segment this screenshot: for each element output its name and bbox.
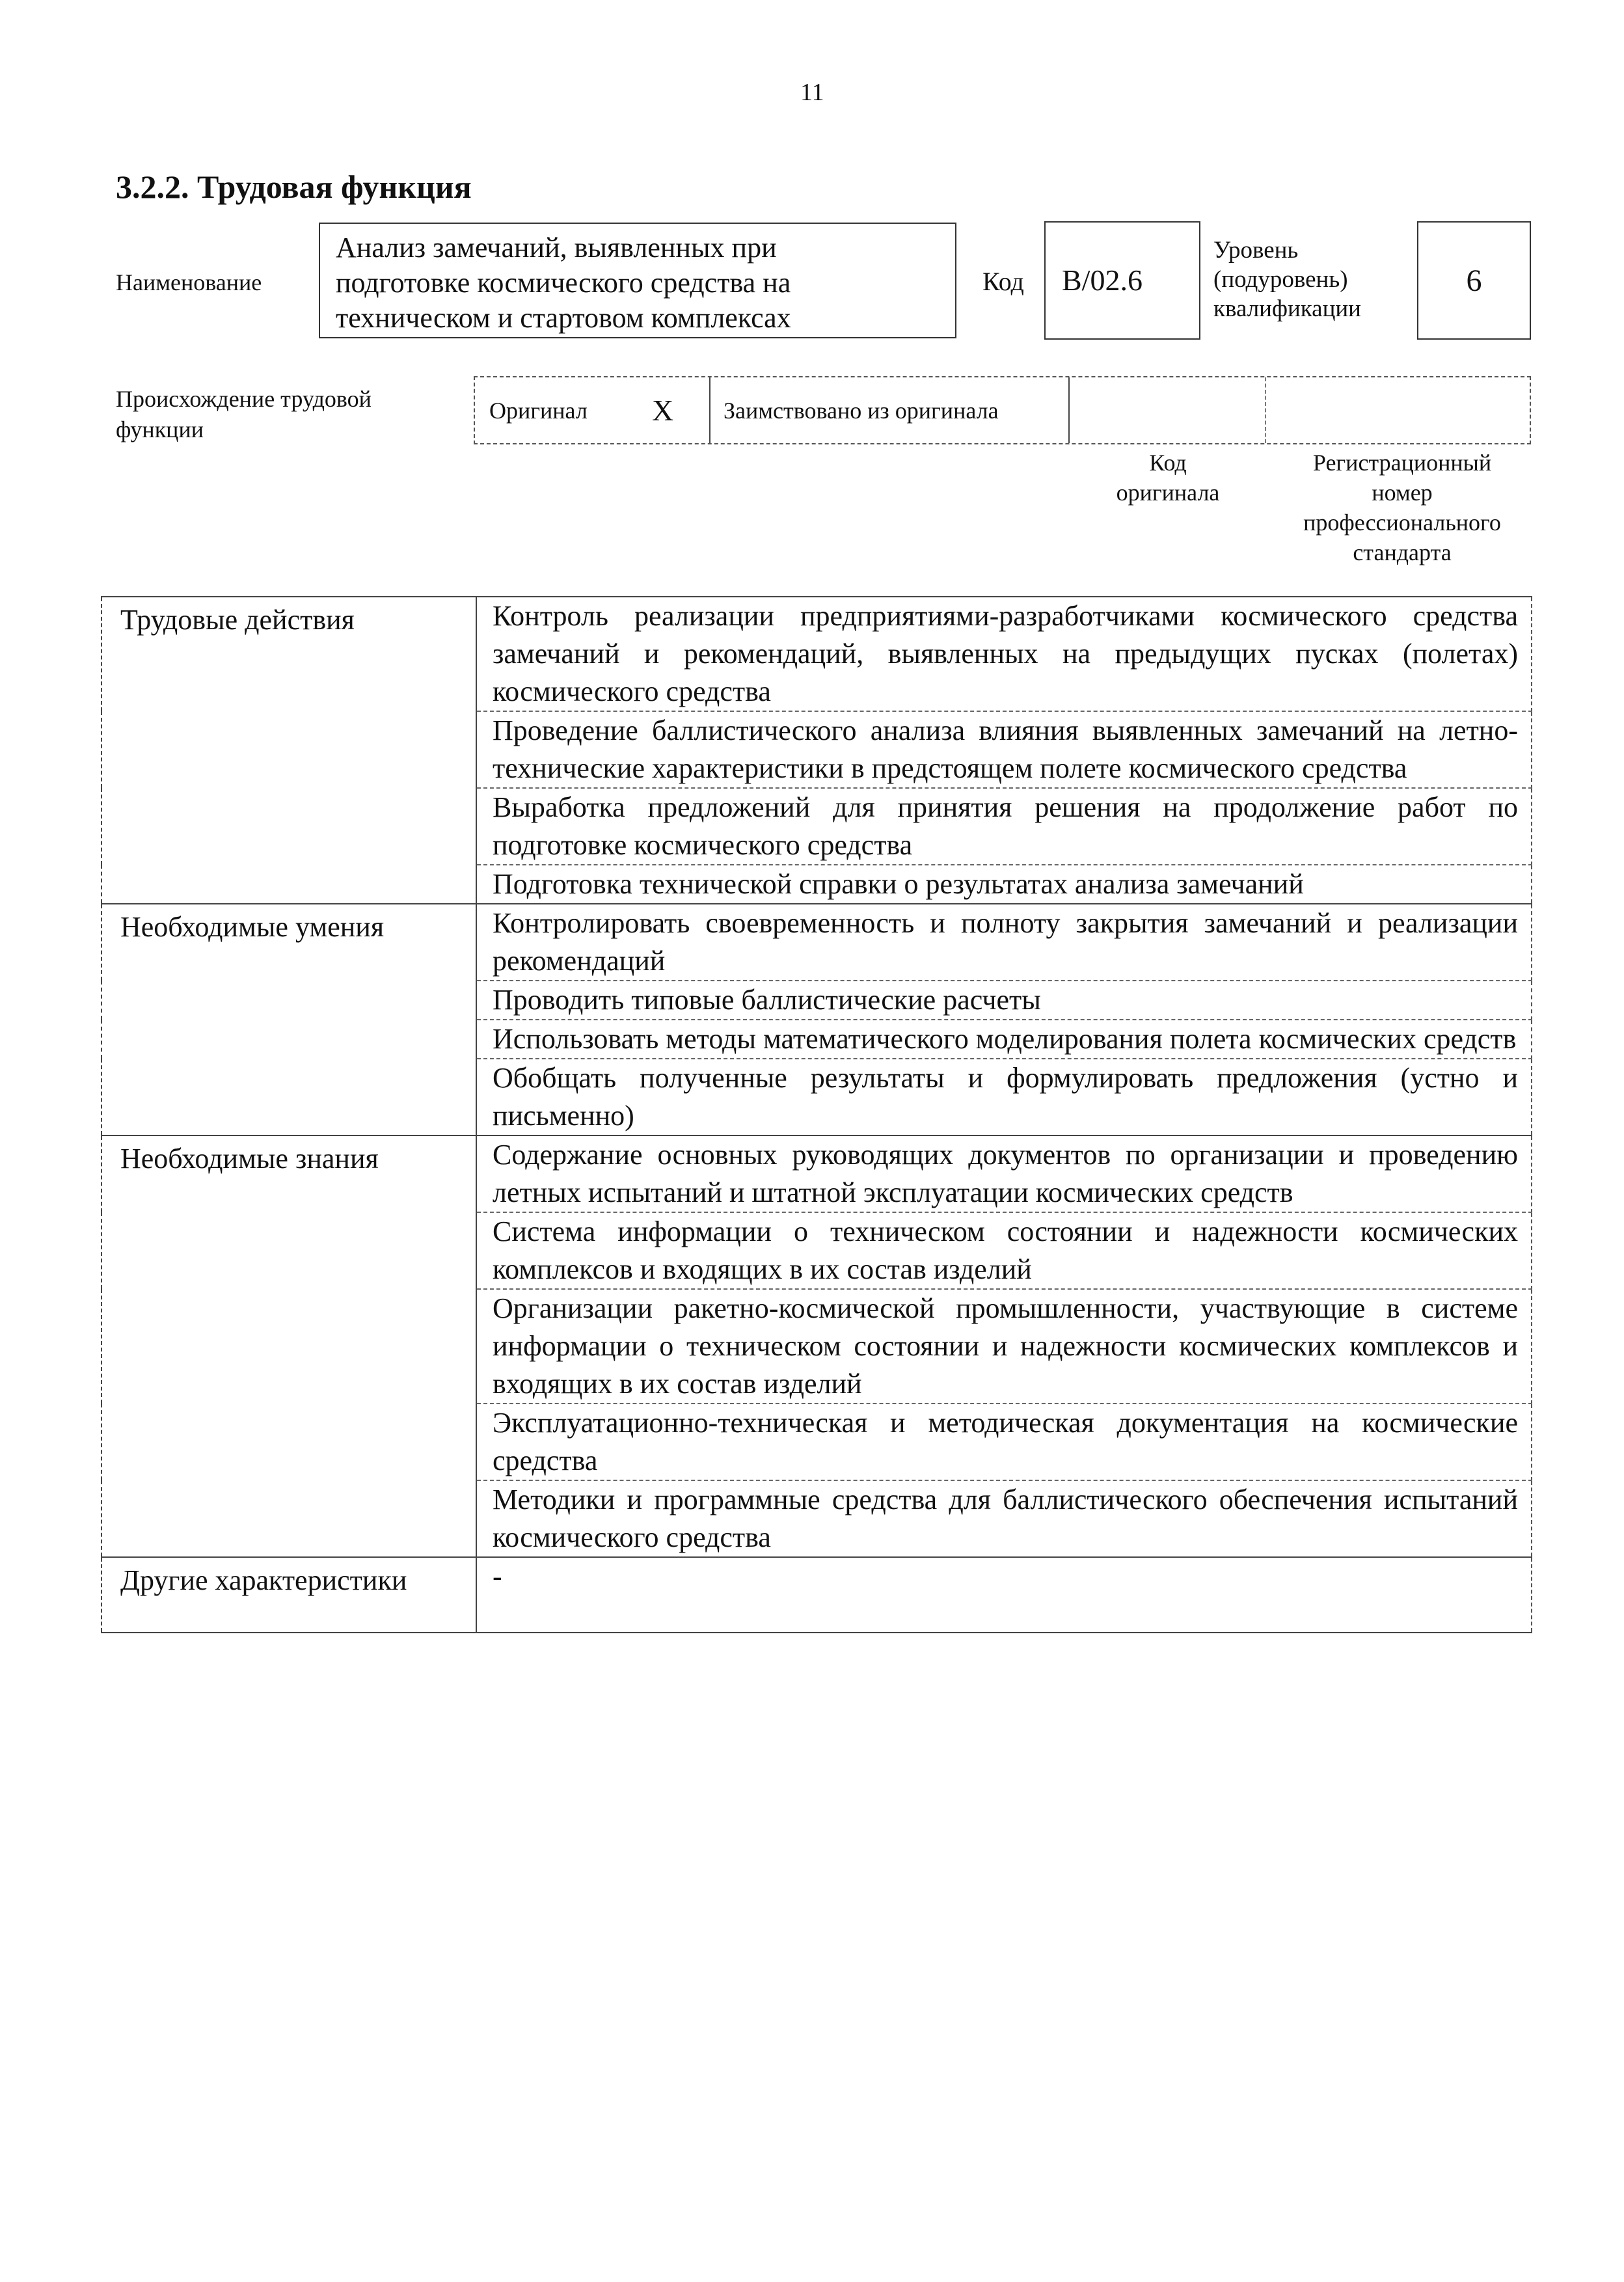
list-item: -: [476, 1557, 1532, 1633]
code-original-line-2: оригинала: [1116, 480, 1220, 506]
function-name-box: [319, 223, 956, 338]
list-item: Использовать методы математического моделирования полета космических средств: [476, 1020, 1532, 1059]
code-original-label: [1077, 448, 1259, 508]
list-item: Проводить типовые баллистические расчеты: [476, 981, 1532, 1020]
original-mark: X: [652, 394, 674, 427]
reg-number-label: [1272, 448, 1532, 567]
list-item: Контроль реализации предприятиями-разработчиками космического средства замечаний и рекомендаций, выявленных на предыдущих пусках (полетах) космического средства: [476, 597, 1532, 711]
reg-number-line-2: номер: [1372, 480, 1433, 506]
table-row: [102, 1557, 1532, 1633]
level-value: 6: [1417, 221, 1531, 340]
borrowed-label: Заимствовано из оригинала: [724, 397, 999, 424]
origin-label-line-2: функции: [116, 416, 204, 442]
section-title: 3.2.2. Трудовая функция: [116, 169, 472, 205]
function-name-line-1: Анализ замечаний, выявленных при: [336, 232, 777, 264]
origin-label: [116, 384, 372, 445]
level-label-line-2: (подуровень): [1213, 266, 1348, 293]
function-name-line-2: подготовке космического средства на: [336, 267, 791, 299]
function-details-table: [101, 596, 1532, 1633]
code-label: Код: [982, 267, 1024, 296]
origin-row: [474, 376, 1531, 444]
original-label: Оригинал: [489, 397, 588, 424]
table-row: [102, 904, 1532, 981]
level-label: [1213, 236, 1361, 323]
list-item: Методики и программные средства для баллистического обеспечения испытаний космического средства: [476, 1480, 1532, 1557]
code-value: B/02.6: [1044, 221, 1200, 340]
function-name-line-3: техническом и стартовом комплексах: [336, 302, 791, 334]
list-item: Содержание основных руководящих документов по организации и проведению летных испытаний и штатной эксплуатации космических средств: [476, 1135, 1532, 1212]
level-label-line-3: квалификации: [1213, 295, 1361, 322]
category-other-characteristics: Другие характеристики: [102, 1557, 476, 1633]
level-label-line-1: Уровень: [1213, 237, 1299, 264]
origin-divider-2: [1068, 377, 1070, 443]
list-item: Подготовка технической справки о результатах анализа замечаний: [476, 865, 1532, 904]
category-labor-actions: Трудовые действия: [102, 597, 476, 904]
list-item: Эксплуатационно-техническая и методическая документация на космические средства: [476, 1404, 1532, 1480]
table-row: [102, 597, 1532, 711]
list-item: Контролировать своевременность и полноту закрытия замечаний и реализации рекомендаций: [476, 904, 1532, 981]
list-item: Проведение баллистического анализа влияния выявленных замечаний на летно-технические характеристики в предстоящем полете космического средства: [476, 711, 1532, 788]
reg-number-line-4: стандарта: [1353, 539, 1452, 565]
origin-label-line-1: Происхождение трудовой: [116, 386, 372, 412]
name-label: Наименование: [116, 269, 262, 295]
category-required-knowledge: Необходимые знания: [102, 1135, 476, 1557]
list-item: Организации ракетно-космической промышленности, участвующие в системе информации о техническом состоянии и надежности космических комплексов и входящих в их состав изделий: [476, 1289, 1532, 1404]
code-original-line-1: Код: [1149, 450, 1187, 476]
table-row: [102, 1135, 1532, 1212]
reg-number-line-3: профессионального: [1303, 509, 1501, 536]
category-required-skills: Необходимые умения: [102, 904, 476, 1135]
page-number: 11: [800, 79, 824, 106]
reg-number-line-1: Регистрационный: [1312, 450, 1492, 476]
origin-divider-3: [1265, 377, 1266, 443]
origin-divider-1: [709, 377, 710, 443]
list-item: Обобщать полученные результаты и формулировать предложения (устно и письменно): [476, 1059, 1532, 1135]
list-item: Выработка предложений для принятия решения на продолжение работ по подготовке космического средства: [476, 788, 1532, 865]
list-item: Система информации о техническом состоянии и надежности космических комплексов и входящих в их состав изделий: [476, 1212, 1532, 1289]
